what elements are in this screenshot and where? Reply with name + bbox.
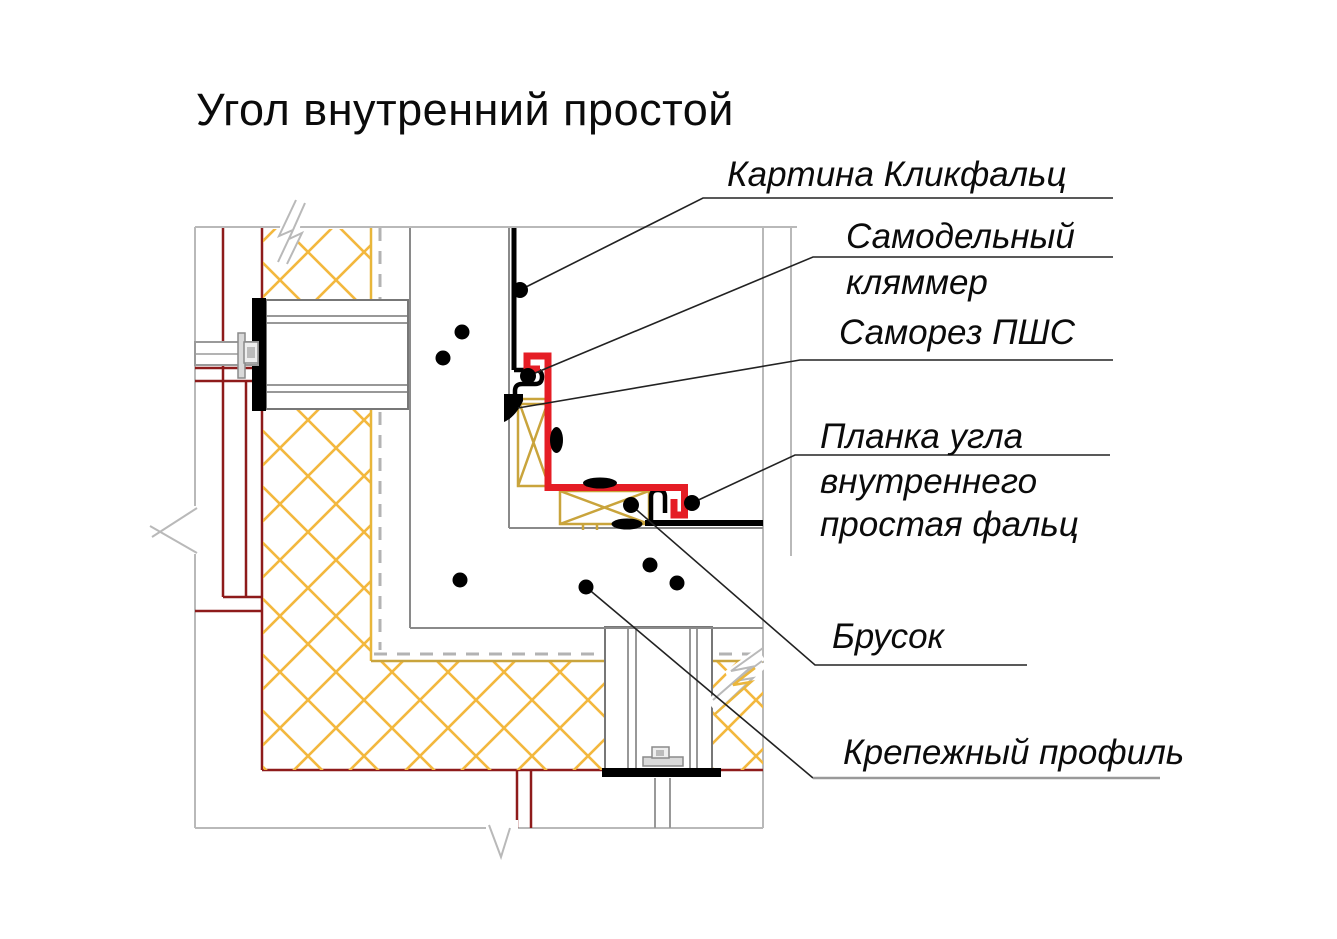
wall-deck-lines xyxy=(410,228,763,628)
label-mounting-profile: Крепежный профиль xyxy=(843,733,1185,772)
label-clamp-line2: кляммер xyxy=(846,263,988,302)
label-corner-strip-line3: простая фальц xyxy=(820,505,1079,544)
membrane-dashed-lines xyxy=(374,228,763,654)
page-title: Угол внутренний простой xyxy=(196,84,734,135)
label-clamp-line1: Самодельный xyxy=(846,217,1075,256)
label-corner-strip-line2: внутреннего xyxy=(820,462,1038,501)
label-wood-block: Брусок xyxy=(832,617,945,656)
label-screw: Саморез ПШС xyxy=(839,313,1075,352)
label-klickfalz-panel: Картина Кликфальц xyxy=(727,155,1067,194)
label-corner-strip-line1: Планка угла xyxy=(820,417,1024,456)
bottom-mounting-profile xyxy=(602,627,721,828)
left-mounting-profile xyxy=(195,298,408,411)
deck-dots xyxy=(436,325,685,591)
